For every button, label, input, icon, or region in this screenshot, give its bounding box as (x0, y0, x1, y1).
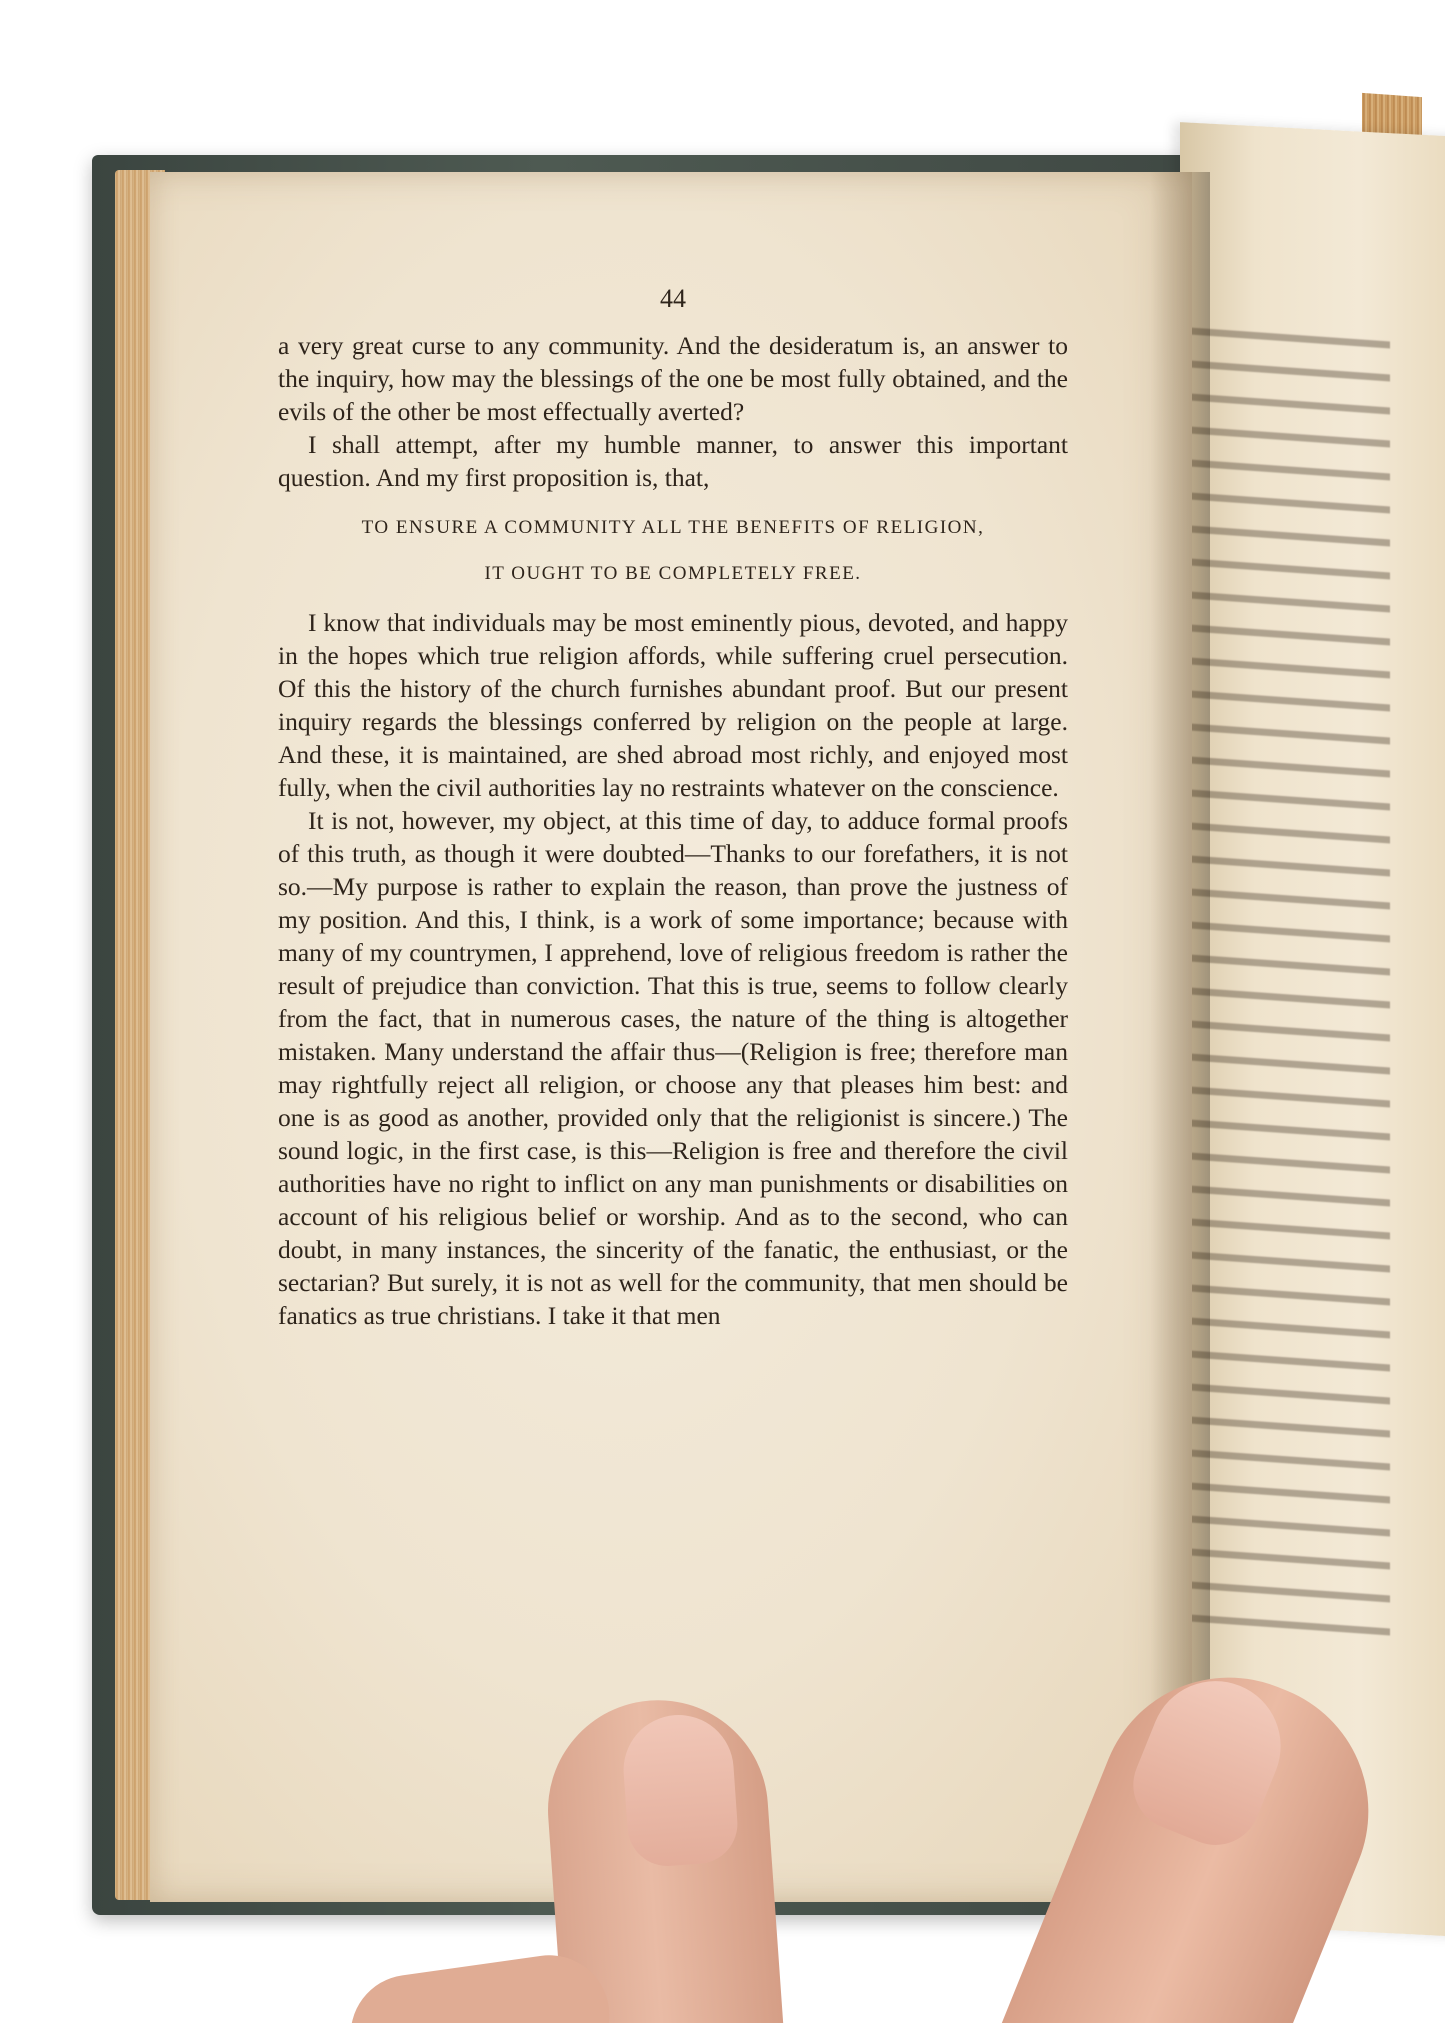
page-number: 44 (660, 284, 686, 313)
section-heading-line-2: IT OUGHT TO BE COMPLETELY FREE. (484, 563, 862, 584)
paragraph-2: I shall attempt, after my humble manner, to answer this important question. And my first proposition is, that, (278, 430, 1068, 492)
paragraph-4: It is not, however, my object, at this time of day, to adduce formal proofs of this truth, as though it were doubted—Thanks to our forefathers, it is not so.—My purpose is rather to explain the reason, than prove the justness of my position. And this, I think, is a work of some importance; because with many of my countrymen, I apprehend, love of religious freedom is rather the result of prejudice than conviction. That this is true, seems to follow clearly from the fact, that in numerous cases, the nature of the thing is altogether mistaken. Many understand the affair thus—(Religion is free; therefore man may rightfully reject all religion, or choose any that pleases him best: and one is as good as another, provided only that the religionist is sincere.) The sound logic, in the first case, is this—Religion is free and therefore the civil authorities have no right to inflict on any man punishments or disabilities on account of his religious belief or worship. And as to the second, who can doubt, in many instances, the sincerity of the fanatic, the enthusiast, or the sectarian? But surely, it is not as well for the community, that men should be fanatics as true christians. I take it that men (278, 806, 1068, 1330)
right-page-blurred-text (1190, 313, 1390, 1647)
page-text-block (278, 282, 1068, 1332)
paragraph-1: a very great curse to any community. And the desideratum is, an answer to the inquiry, how may the blessings of the one be most fully obtained, and the evils of the other be most effectually averted? (278, 331, 1068, 426)
section-heading-line-1: TO ENSURE A COMMUNITY ALL THE BENEFITS OF RELIGION, (361, 517, 985, 538)
spine-shadow (1150, 172, 1210, 1902)
paragraph-3: I know that individuals may be most eminently pious, devoted, and happy in the hopes which true religion affords, while suffering cruel persecution. Of this the history of the church furnishes abundant proof. But our present inquiry regards the blessings conferred by religion on the people at large. And these, it is maintained, are shed abroad most richly, and enjoyed most fully, when the civil authorities lay no restraints whatever on the conscience. (278, 608, 1068, 802)
